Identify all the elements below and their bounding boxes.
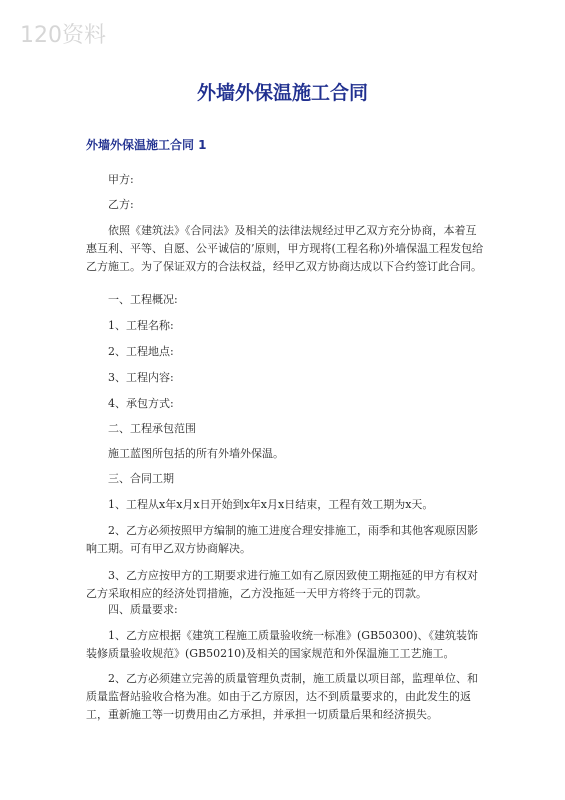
clause-paragraph: 2、乙方必须按照甲方编制的施工进度合理安排施工，雨季和其他客观原因影响工期。可有甲乙双方协商解决。 bbox=[86, 524, 478, 555]
section-heading: 外墙外保温施工合同 1 bbox=[86, 138, 207, 152]
clause-paragraph: 1、工程从x年x月x日开始到x年x月x日结束，工程有效工期为x天。 bbox=[108, 498, 434, 511]
party-a-line: 甲方: bbox=[108, 173, 134, 186]
document-title: 外墙外保温施工合同 bbox=[196, 82, 368, 104]
clause-item: 3、工程内容: bbox=[108, 371, 174, 384]
watermark: 120资料 bbox=[20, 23, 106, 48]
clause-heading: 四、质量要求: bbox=[108, 603, 178, 616]
clause-paragraph: 施工蓝图所包括的所有外墙外保温。 bbox=[108, 447, 284, 460]
party-b-line: 乙方: bbox=[108, 198, 134, 211]
preamble-paragraph: 依照《建筑法》《合同法》及相关的法律法规经过甲乙双方充分协商，本着互惠互利、平等、自愿、公平诚信的’原则，甲方现将(工程名称)外墙保温工程发包给乙方施工。为了保证双方的合法权益，经甲乙双方协商达成以下合约签订此合同。 bbox=[86, 224, 484, 273]
clause-item: 2、工程地点: bbox=[108, 345, 174, 358]
clause-heading: 一、工程概况: bbox=[108, 293, 178, 306]
clause-item: 4、承包方式: bbox=[108, 397, 174, 410]
clause-heading: 二、工程承包范围 bbox=[108, 422, 196, 435]
clause-paragraph: 1、乙方应根据《建筑工程施工质量验收统一标准》(GB50300)、《建筑装饰装修质量验收规范》(GB50210)及相关的国家规范和外保温施工工艺施工。 bbox=[86, 629, 478, 660]
clause-paragraph: 3、乙方应按甲方的工期要求进行施工如有乙原因致使工期拖延的甲方有权对乙方采取相应的经济处罚措施，乙方没拖延一天甲方将终于元的罚款。 bbox=[86, 569, 478, 600]
clause-item: 1、工程名称: bbox=[108, 319, 174, 332]
clause-paragraph: 2、乙方必须建立完善的质量管理负责制，施工质量以项目部，监理单位、和质量监督站验收合格为准。如由于乙方原因，达不到质量要求的，由此发生的返工，重新施工等一切费用由乙方承担，并承担一切质量后果和经济损失。 bbox=[86, 672, 478, 721]
clause-heading: 三、合同工期 bbox=[108, 472, 174, 485]
